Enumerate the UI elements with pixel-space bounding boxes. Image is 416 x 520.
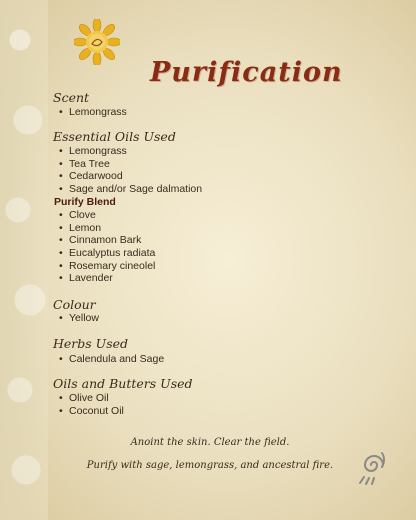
list-item: • Rosemary cineolel: [56, 260, 155, 273]
sunflower-icon: [74, 19, 120, 65]
essential-oils-heading: Essential Oils Used: [53, 129, 176, 144]
oils-butters-heading: Oils and Butters Used: [53, 376, 193, 391]
list-item: • Clove: [56, 209, 155, 222]
herbs-heading: Herbs Used: [53, 336, 129, 351]
scent-list: [56, 106, 127, 119]
lace-border: [0, 0, 48, 520]
scent-heading: Scent: [53, 90, 90, 105]
list-item: • Lemon: [56, 222, 155, 235]
list-item: • Cedarwood: [56, 170, 202, 183]
list-item: • Eucalyptus radiata: [56, 247, 155, 260]
list-item: • Lemongrass: [56, 145, 202, 158]
page-title: Purification: [150, 57, 343, 88]
swirl-icon: [356, 445, 392, 485]
colour-list: [56, 312, 99, 325]
list-item: • Lemongrass: [56, 106, 127, 119]
list-item: • Cinnamon Bark: [56, 234, 155, 247]
list-item: • Coconut Oil: [56, 405, 124, 418]
footer-line-1: Anoint the skin. Clear the field.: [130, 437, 290, 448]
list-item: • Tea Tree: [56, 158, 202, 171]
purify-blend-list: [56, 209, 155, 285]
oils-butters-list: [56, 392, 124, 417]
list-item: • Olive Oil: [56, 392, 124, 405]
colour-heading: Colour: [53, 297, 96, 312]
list-item: • Calendula and Sage: [56, 353, 164, 366]
footer-line-2: Purify with sage, lemongrass, and ancestral fire.: [86, 460, 334, 471]
list-item: • Yellow: [56, 312, 99, 325]
herbs-list: [56, 353, 164, 366]
essential-oils-list: [56, 145, 202, 196]
list-item: • Lavender: [56, 272, 155, 285]
purify-blend-label: Purify Blend: [54, 196, 116, 208]
list-item: • Sage and/or Sage dalmation: [56, 183, 202, 196]
